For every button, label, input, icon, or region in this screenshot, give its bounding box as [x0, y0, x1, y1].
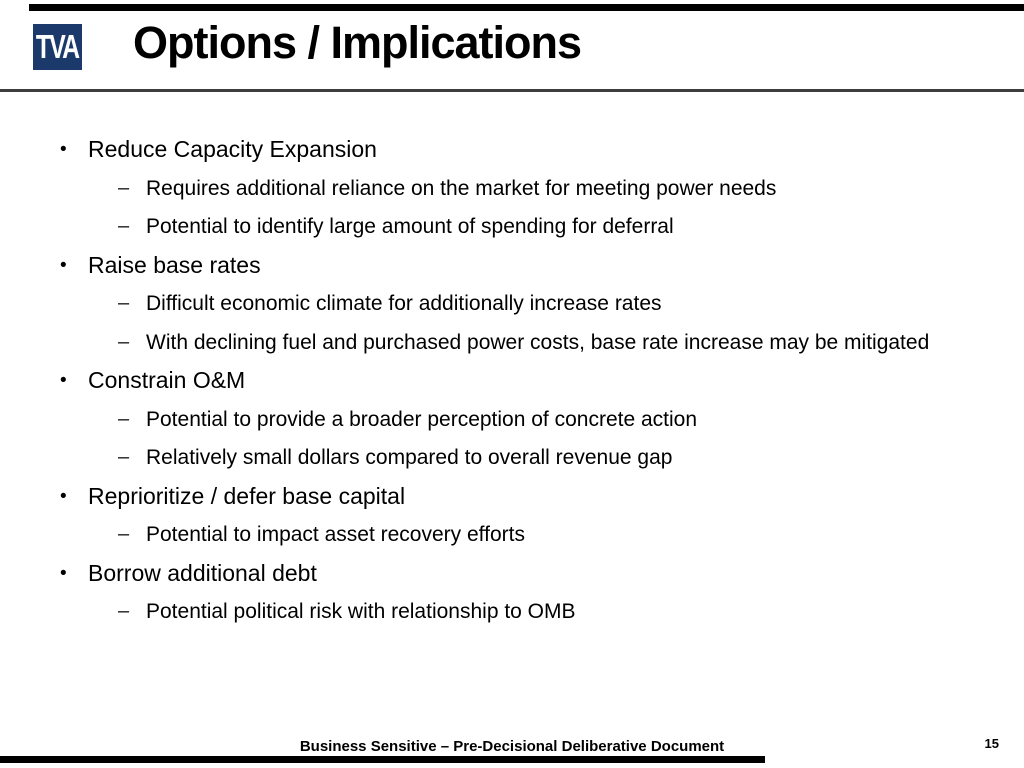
bullet-item	[60, 250, 1004, 281]
footer-classification-text: Business Sensitive – Pre-Decisional Deliberative Document	[299, 738, 725, 755]
sub-bullet-item	[118, 173, 963, 204]
bottom-accent-bar	[0, 756, 765, 763]
sub-bullet-text: With declining fuel and purchased power costs, base rate increase may be mitigated	[146, 330, 930, 354]
slide-title: Options / Implications	[133, 17, 582, 68]
bullet-text: Reduce Capacity Expansion	[88, 136, 377, 162]
bullet-dot-marker: •	[60, 370, 67, 391]
sub-bullet-dash-marker: –	[118, 446, 130, 468]
sub-bullet-dash-marker: –	[118, 407, 130, 430]
sub-bullet-item	[118, 519, 963, 550]
sub-bullet-dash-marker: –	[118, 292, 130, 314]
sub-bullet-text: Potential political risk with relationship to OMB	[146, 600, 576, 623]
bullet-dot-marker: •	[60, 562, 67, 584]
sub-bullet-dash-marker: –	[118, 215, 130, 237]
top-accent-bar	[29, 4, 1024, 11]
bullet-list	[60, 134, 1004, 635]
sub-bullet-item	[118, 327, 963, 358]
bullet-text: Borrow additional debt	[88, 559, 317, 586]
tva-logo-text: TVA	[35, 27, 78, 66]
bullet-dot-marker: •	[60, 139, 67, 160]
sub-bullet-item	[118, 211, 963, 242]
sub-bullet-dash-marker: –	[118, 600, 130, 622]
bullet-text: Constrain O&M	[88, 367, 246, 393]
sub-bullet-item	[118, 596, 963, 627]
sub-bullet-item	[118, 404, 963, 435]
page-number: 15	[984, 736, 999, 751]
sub-bullet-text: Potential to provide a broader perception of concrete action	[146, 407, 698, 431]
tva-logo	[33, 24, 82, 70]
bullet-item	[60, 134, 1004, 165]
sub-bullet-text: Requires additional reliance on the market for meeting power needs	[146, 176, 777, 200]
sub-bullet-dash-marker: –	[118, 523, 130, 545]
bullet-text: Raise base rates	[88, 251, 261, 278]
sub-bullet-dash-marker: –	[118, 176, 130, 199]
sub-bullet-text: Potential to impact asset recovery efforts	[146, 523, 525, 546]
sub-bullet-text: Potential to identify large amount of spending for deferral	[146, 215, 674, 238]
sub-bullet-text: Relatively small dollars compared to overall revenue gap	[146, 446, 673, 469]
sub-bullet-item	[118, 442, 963, 473]
sub-bullet-text: Difficult economic climate for additionally increase rates	[146, 292, 662, 315]
bullet-dot-marker: •	[60, 485, 67, 507]
bullet-item	[60, 365, 1004, 396]
bullet-dot-marker: •	[60, 254, 67, 276]
sub-bullet-dash-marker: –	[118, 330, 130, 353]
bullet-item	[60, 481, 1004, 512]
title-divider-rule	[0, 89, 1024, 92]
bullet-text: Reprioritize / defer base capital	[88, 482, 406, 509]
bullet-item	[60, 558, 1004, 589]
sub-bullet-item	[118, 288, 963, 319]
